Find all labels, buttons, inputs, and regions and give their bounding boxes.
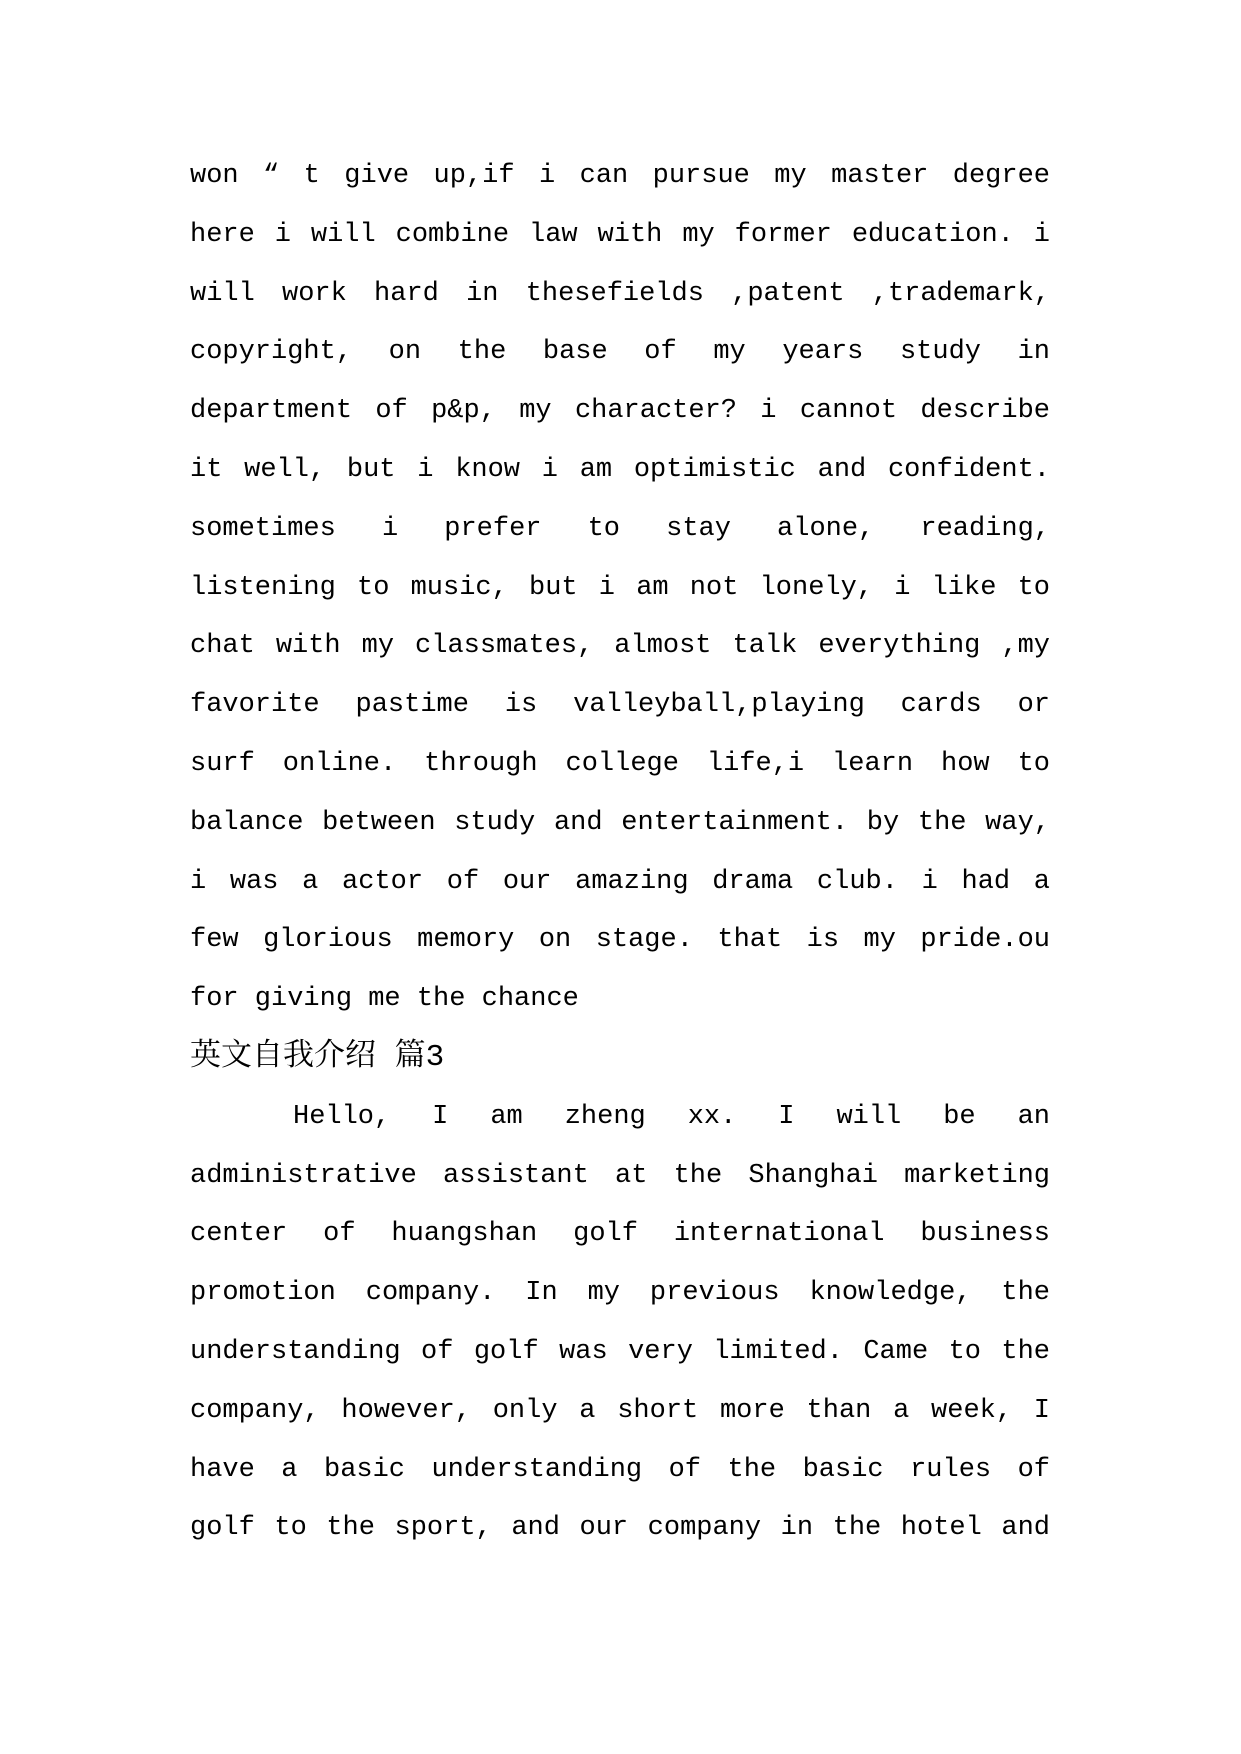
text-line: have a basic understanding of the basic rules of [190, 1454, 1050, 1485]
text-line: will work hard in thesefields ,patent ,trademark, [190, 278, 1050, 309]
text-line: administrative assistant at the Shanghai marketing [190, 1160, 1050, 1191]
text-line: understanding of golf was very limited. Came to the [190, 1336, 1050, 1367]
text-line: won “ t give up,if i can pursue my master degree [190, 161, 1050, 191]
text-line: center of huangshan golf international business [190, 1219, 1050, 1250]
text-line: golf to the sport, and our company in the hotel and [190, 1513, 1050, 1544]
text-line: few glorious memory on stage. that is my pride.ou [190, 925, 1050, 956]
text-line: favorite pastime is valleyball,playing cards or [190, 690, 1050, 721]
text-line: balance between study and entertainment. by the way, [190, 807, 1050, 838]
text-line: listening to music, but i am not lonely, i like to [190, 572, 1050, 603]
essay-2-continuation-paragraph [190, 147, 1050, 1029]
text-line: copyright, on the base of my years study in [190, 337, 1050, 368]
text-line: it well, but i know i am optimistic and confident. [190, 454, 1050, 485]
text-line: surf online. through college life,i learn how to [190, 748, 1050, 779]
text-line: chat with my classmates, almost talk everything ,my [190, 631, 1050, 662]
text-line: Hello, I am zheng xx. I will be an [293, 1101, 1050, 1132]
essay-3-section-heading: 英文自我介绍 篇3 [190, 1039, 445, 1075]
text-line: for giving me the chance [190, 984, 579, 1015]
text-line: here i will combine law with my former education. i [190, 219, 1050, 250]
text-content [190, 147, 1050, 1558]
essay-3-paragraph [190, 1088, 1050, 1558]
text-line: i was a actor of our amazing drama club. i had a [190, 866, 1050, 897]
text-line: company, however, only a short more than a week, I [190, 1395, 1050, 1426]
text-line: sometimes i prefer to stay alone, reading, [190, 513, 1050, 544]
text-line: department of p&p, my character? i cannot describe [190, 396, 1050, 427]
text-line: promotion company. In my previous knowledge, the [190, 1278, 1050, 1309]
